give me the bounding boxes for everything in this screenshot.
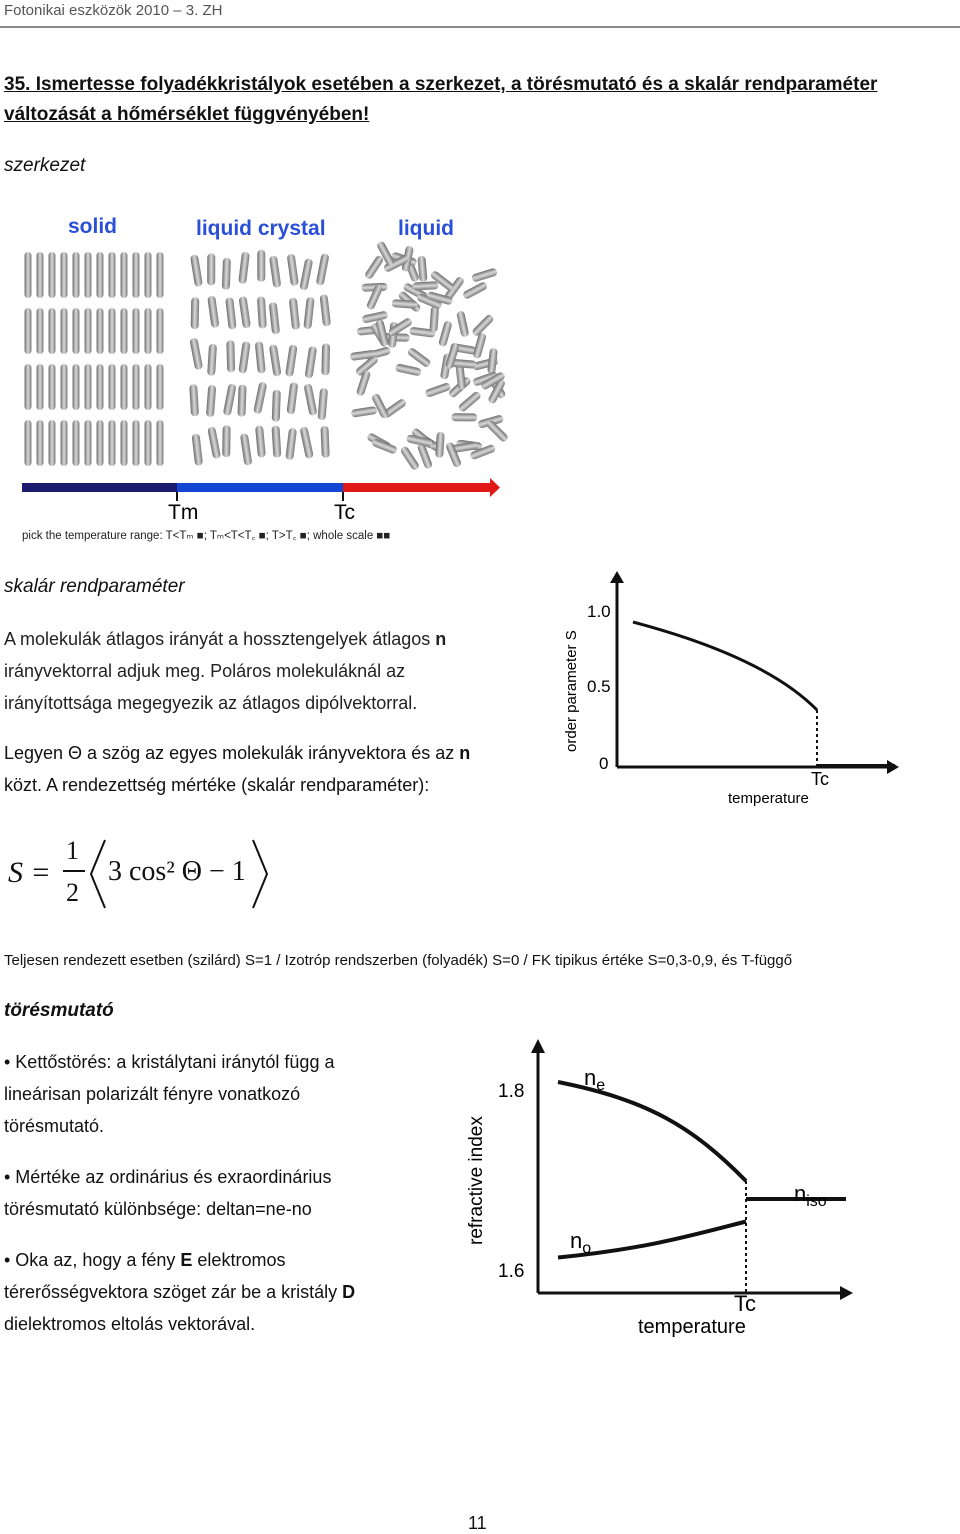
left-angle-bracket xyxy=(88,838,108,910)
molecule-rod xyxy=(37,420,44,466)
question-line-1: 35. Ismertesse folyadékkristályok esetében a szerkezet, a törésmutató és a skalár rendparaméter xyxy=(4,74,878,95)
bullet-magnitude xyxy=(4,1161,444,1225)
text-span: elektromos xyxy=(192,1250,286,1270)
question-line-2: változását a hőmérséklet függvényében! xyxy=(4,104,370,125)
molecule-rod xyxy=(285,428,297,461)
refractive-index-chart xyxy=(458,1035,858,1345)
text-span: • Mértéke az ordinárius és exraordinárius xyxy=(4,1167,332,1187)
molecule-rod xyxy=(269,344,282,377)
section-order-parameter: skalár rendparaméter xyxy=(4,576,185,597)
bullet-cause xyxy=(4,1244,444,1340)
liquid-crystal-molecules xyxy=(189,250,331,466)
tm-label: Tm xyxy=(168,501,199,524)
molecule-rod xyxy=(61,364,68,410)
no-label-main: n xyxy=(570,1228,583,1253)
molecule-rod xyxy=(61,308,68,354)
molecule-rod xyxy=(189,384,199,416)
formula-denominator: 2 xyxy=(66,878,79,907)
molecule-rod xyxy=(37,252,44,298)
ne-label-main: n xyxy=(584,1065,597,1090)
tick-0-5: 0.5 xyxy=(587,677,611,696)
text-span: • Oka az, hogy a fény xyxy=(4,1250,181,1270)
ri-x-axis-label: temperature xyxy=(638,1316,746,1338)
ne-label xyxy=(584,1065,605,1094)
molecule-rod xyxy=(255,341,266,374)
molecule-rod xyxy=(237,384,246,416)
molecule-rod xyxy=(25,252,32,298)
order-paragraph-2 xyxy=(4,737,544,801)
order-parameter-chart xyxy=(555,567,905,812)
molecule-rod xyxy=(487,348,498,375)
text-span: irányítottsága megegyezik az átlagos dipólvektorral. xyxy=(4,693,418,713)
molecule-rod xyxy=(109,420,116,466)
solid-label: solid xyxy=(68,215,118,238)
text-span: • Kettőstörés: a kristálytani iránytól függ a xyxy=(4,1052,335,1072)
ri-tick-1-6: 1.6 xyxy=(498,1261,525,1282)
molecule-rod xyxy=(321,343,330,375)
molecule-rod xyxy=(157,364,164,410)
molecule-rod xyxy=(412,281,438,290)
text-span: térerősségvektora szöget zár be a kristály xyxy=(4,1282,343,1302)
phase-figure xyxy=(18,205,510,550)
formula-numerator: 1 xyxy=(66,836,79,865)
molecule-rod xyxy=(269,302,280,335)
solid-range-bar xyxy=(22,483,177,492)
molecule-rod xyxy=(317,388,328,421)
molecule-rod xyxy=(438,320,453,347)
header-rule xyxy=(0,26,960,28)
molecule-rod xyxy=(145,420,152,466)
temperature-arrow-icon xyxy=(490,478,500,497)
ri-y-axis-label: refractive index xyxy=(466,1116,487,1245)
formula-lhs: S = xyxy=(8,856,51,889)
molecule-rod xyxy=(222,425,230,457)
y-axis-label: order parameter S xyxy=(563,630,580,752)
molecule-rod xyxy=(73,308,80,354)
no-label-sub: o xyxy=(582,1240,592,1257)
niso-label-sub: iso xyxy=(806,1193,827,1210)
liquid-label: liquid xyxy=(398,217,454,240)
formula-body: 3 cos² Θ − 1 xyxy=(108,856,246,887)
molecule-rod xyxy=(456,310,469,337)
liquid-crystal-label: liquid crystal xyxy=(196,217,326,240)
order-curve xyxy=(633,622,817,710)
fraction-bar xyxy=(63,870,85,872)
molecule-rod xyxy=(97,252,104,298)
molecule-rod xyxy=(226,340,235,372)
molecule-rod xyxy=(207,253,215,285)
molecule-rod xyxy=(97,308,104,354)
section-structure: szerkezet xyxy=(4,155,86,176)
molecule-rod xyxy=(133,252,140,298)
niso-label-main: n xyxy=(794,1181,807,1206)
tick-0: 0 xyxy=(599,754,609,773)
molecule-rod xyxy=(49,252,56,298)
solid-molecules xyxy=(25,252,164,466)
d-symbol: D xyxy=(342,1282,356,1302)
ri-x-axis-arrow-icon xyxy=(840,1286,853,1300)
molecule-rod xyxy=(462,281,489,300)
molecule-rod xyxy=(109,308,116,354)
text-span: dielektromos eltolás vektorával. xyxy=(4,1314,256,1334)
molecule-rod xyxy=(109,252,116,298)
molecule-rod xyxy=(303,297,314,330)
molecule-rod xyxy=(304,346,317,379)
molecule-rod xyxy=(49,308,56,354)
molecule-rod xyxy=(73,252,80,298)
molecule-rod xyxy=(429,306,439,332)
molecule-rod xyxy=(49,420,56,466)
molecule-rod xyxy=(287,253,299,286)
molecule-rod xyxy=(25,308,32,354)
molecule-rod xyxy=(286,382,298,415)
molecule-rod xyxy=(320,426,329,458)
right-angle-bracket xyxy=(250,838,270,910)
ne-series-line xyxy=(558,1082,746,1181)
molecule-rod xyxy=(371,393,390,420)
molecule-rod xyxy=(285,344,298,377)
molecule-rod xyxy=(289,297,300,330)
tick-1-0: 1.0 xyxy=(587,602,611,621)
text-span: törésmutató különbsége: deltan=ne-no xyxy=(4,1199,312,1219)
text-span: lineárisan polarizált fényre vonatkozó xyxy=(4,1084,301,1104)
order-parameter-formula xyxy=(8,836,278,916)
molecule-rod xyxy=(471,267,498,282)
molecule-rod xyxy=(157,252,164,298)
molecule-rod xyxy=(222,258,231,290)
molecule-rod xyxy=(133,420,140,466)
molecule-rod xyxy=(269,255,281,288)
molecule-rod xyxy=(351,406,378,418)
molecule-rod xyxy=(61,420,68,466)
molecule-rod xyxy=(121,308,128,354)
molecule-rod xyxy=(85,252,92,298)
tc-label: Tc xyxy=(334,501,355,524)
lc-range-bar xyxy=(177,483,343,492)
molecule-rod xyxy=(49,364,56,410)
molecule-rod xyxy=(361,310,388,323)
molecule-rod xyxy=(85,308,92,354)
molecule-rod xyxy=(192,433,204,466)
no-label xyxy=(570,1228,591,1257)
molecule-rod xyxy=(457,390,482,413)
molecule-rod xyxy=(223,383,237,416)
liquid-range-bar xyxy=(343,483,491,492)
molecule-rod xyxy=(472,332,487,359)
x-axis-label: temperature xyxy=(728,790,809,807)
molecule-rod xyxy=(207,344,217,376)
molecule-rod xyxy=(157,308,164,354)
molecule-rod xyxy=(97,364,104,410)
molecule-rod xyxy=(109,364,116,410)
molecule-rod xyxy=(85,364,92,410)
ri-y-axis-arrow-icon xyxy=(531,1039,545,1053)
n-symbol: n xyxy=(459,743,471,763)
text-span: irányvektorral adjuk meg. Poláros molekuláknál az xyxy=(4,661,406,681)
molecule-rod xyxy=(25,364,32,410)
molecule-rod xyxy=(207,426,221,459)
summary-line: Teljesen rendezett esetben (szilárd) S=1 / Izotróp rendszerben (folyadék) S=0 / FK tipikus értéke S=0,3-0,9, és T-függő xyxy=(4,952,793,969)
bullet-birefringence xyxy=(4,1046,444,1142)
molecule-rod xyxy=(25,420,32,466)
molecule-rod xyxy=(73,364,80,410)
molecule-rod xyxy=(206,385,216,418)
molecule-rod xyxy=(85,420,92,466)
molecule-rod xyxy=(157,420,164,466)
molecule-rod xyxy=(207,295,219,328)
liquid-molecules xyxy=(350,240,510,471)
molecule-rod xyxy=(395,363,422,376)
molecule-rod xyxy=(255,425,266,458)
ri-tick-1-8: 1.8 xyxy=(498,1081,525,1102)
molecule-rod xyxy=(451,413,477,421)
y-axis-arrow-icon xyxy=(610,571,624,583)
molecule-rod xyxy=(299,258,313,291)
molecule-rod xyxy=(133,308,140,354)
molecule-rod xyxy=(417,256,427,283)
molecule-rod xyxy=(145,252,152,298)
molecule-rod xyxy=(189,337,203,370)
molecule-rod xyxy=(61,252,68,298)
molecule-rod xyxy=(435,432,445,458)
section-refractive-index: törésmutató xyxy=(4,1000,114,1021)
molecule-rod xyxy=(133,364,140,410)
molecule-rod xyxy=(238,251,250,284)
order-paragraph-1 xyxy=(4,623,544,719)
molecule-rod xyxy=(271,425,281,457)
tc-label: Tc xyxy=(811,769,829,789)
molecule-rod xyxy=(145,308,152,354)
molecule-rod xyxy=(364,254,385,280)
molecule-rod xyxy=(145,364,152,410)
molecule-rod xyxy=(303,383,317,416)
molecule-rod xyxy=(121,420,128,466)
page-number: 11 xyxy=(468,1513,487,1533)
molecule-rod xyxy=(37,364,44,410)
molecule-rod xyxy=(73,420,80,466)
molecule-rod xyxy=(97,420,104,466)
text-span: közt. A rendezettség mértéke (skalár rendparaméter): xyxy=(4,775,430,795)
ne-label-sub: e xyxy=(596,1077,606,1094)
molecule-rod xyxy=(424,382,451,398)
molecule-rod xyxy=(238,341,250,374)
molecule-rod xyxy=(238,296,251,329)
molecule-rod xyxy=(225,297,237,330)
text-span: Legyen Θ a szög az egyes molekulák irányvektora és az xyxy=(4,743,460,763)
molecule-rod xyxy=(253,381,267,414)
molecule-rod xyxy=(257,296,267,328)
molecule-rod xyxy=(191,297,200,329)
question-title xyxy=(4,70,944,130)
molecule-rod xyxy=(257,250,265,282)
molecule-rod xyxy=(121,252,128,298)
molecule-rod xyxy=(319,294,331,327)
running-header: Fotonikai eszközök 2010 – 3. ZH xyxy=(4,2,223,19)
molecule-rod xyxy=(399,445,420,471)
molecule-rod xyxy=(299,426,313,459)
range-caption: pick the temperature range: T<Tₘ ■; Tₘ<T<T꜀ ■; T>T꜀ ■; whole scale ■■ xyxy=(22,530,391,542)
molecule-rod xyxy=(240,433,253,466)
ri-tc-label: Tc xyxy=(734,1291,756,1316)
molecule-rod xyxy=(121,364,128,410)
niso-label xyxy=(794,1181,827,1210)
e-symbol: E xyxy=(180,1250,193,1270)
text-span: A molekulák átlagos irányát a hossztengelyek átlagos xyxy=(4,629,436,649)
text-span: törésmutató. xyxy=(4,1116,105,1136)
molecule-rod xyxy=(406,347,432,369)
molecule-rod xyxy=(190,254,203,287)
n-symbol: n xyxy=(435,629,447,649)
molecule-rod xyxy=(316,253,330,286)
molecule-rod xyxy=(272,390,281,422)
molecule-rod xyxy=(37,308,44,354)
